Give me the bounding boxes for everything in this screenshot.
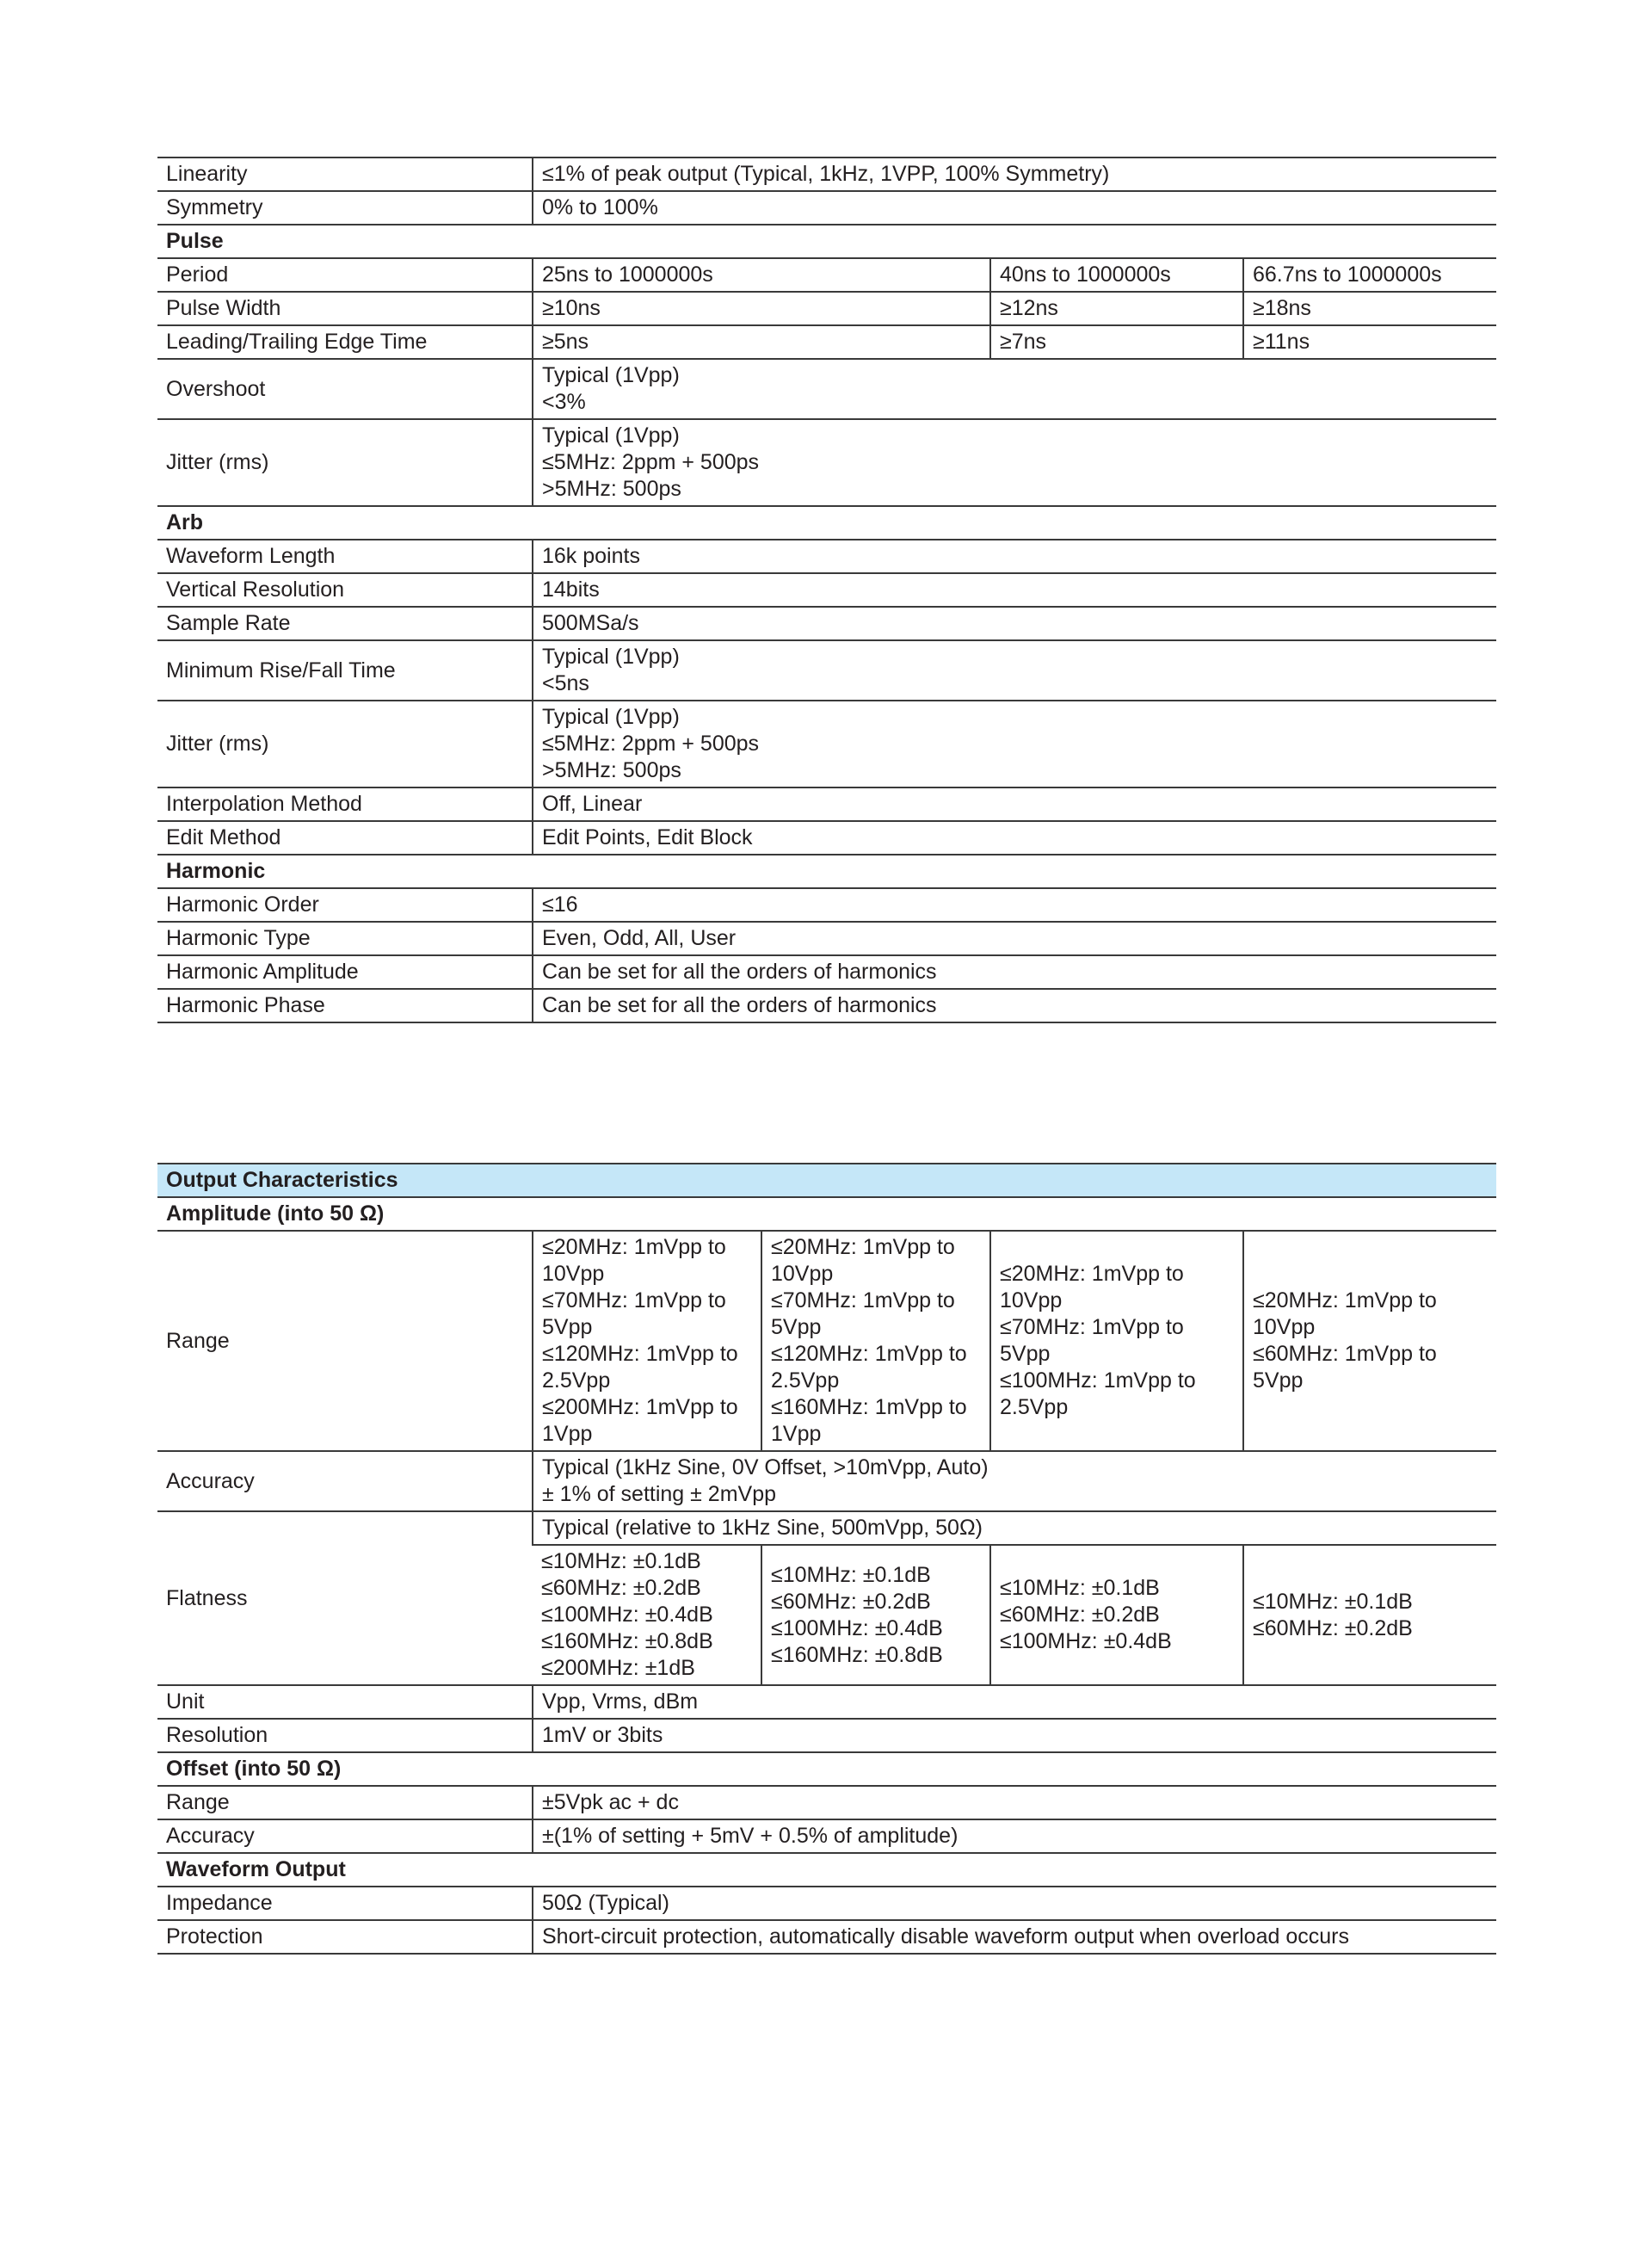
row-label: Range: [157, 1786, 533, 1819]
row-waveform-length: [157, 540, 1496, 573]
row-label: Minimum Rise/Fall Time: [157, 640, 533, 701]
section-title: Waveform Output: [157, 1853, 1496, 1887]
row-label: Harmonic Amplitude: [157, 955, 533, 989]
row-min-rise-fall: [157, 640, 1496, 701]
section-title: Amplitude (into 50 Ω): [157, 1197, 1496, 1231]
row-harmonic-amplitude: [157, 955, 1496, 989]
row-value: ≤10MHz: ±0.1dB ≤60MHz: ±0.2dB ≤100MHz: ±0.4dB: [990, 1545, 1243, 1685]
row-value: Typical (relative to 1kHz Sine, 500mVpp, 50Ω): [533, 1511, 1496, 1545]
row-value: ±(1% of setting + 5mV + 0.5% of amplitude): [533, 1819, 1496, 1853]
row-value: Can be set for all the orders of harmonics: [533, 955, 1496, 989]
row-arb-jitter: [157, 701, 1496, 787]
row-label: Harmonic Type: [157, 922, 533, 955]
row-label: Symmetry: [157, 191, 533, 225]
row-label: Protection: [157, 1920, 533, 1954]
row-label: Waveform Length: [157, 540, 533, 573]
row-label: Flatness: [157, 1511, 533, 1685]
table-header: Output Characteristics: [157, 1164, 1496, 1197]
row-vertical-resolution: [157, 573, 1496, 607]
row-label: Impedance: [157, 1887, 533, 1920]
row-label: Jitter (rms): [157, 419, 533, 506]
spec-table-waveform: [157, 157, 1496, 1023]
row-value: 40ns to 1000000s: [990, 258, 1243, 292]
row-harmonic-order: [157, 888, 1496, 922]
section-title: Arb: [157, 506, 1496, 540]
row-edit-method: [157, 821, 1496, 855]
row-value: ±5Vpk ac + dc: [533, 1786, 1496, 1819]
row-value: 66.7ns to 1000000s: [1243, 258, 1496, 292]
section-title: Offset (into 50 Ω): [157, 1752, 1496, 1786]
row-pulse-width: [157, 292, 1496, 325]
row-harmonic-type: [157, 922, 1496, 955]
row-value: Typical (1Vpp) ≤5MHz: 2ppm + 500ps >5MHz: 500ps: [533, 701, 1496, 787]
row-value: ≤20MHz: 1mVpp to 10Vpp ≤70MHz: 1mVpp to 5Vpp ≤120MHz: 1mVpp to 2.5Vpp ≤160MHz: 1mVpp to 1Vpp: [761, 1231, 990, 1451]
row-value: Short-circuit protection, automatically disable waveform output when overload occurs: [533, 1920, 1496, 1954]
row-value: Typical (1Vpp) <5ns: [533, 640, 1496, 701]
section-offset: [157, 1752, 1496, 1786]
row-label: Sample Rate: [157, 607, 533, 640]
row-value: ≤10MHz: ±0.1dB ≤60MHz: ±0.2dB ≤100MHz: ±0.4dB ≤160MHz: ±0.8dB ≤200MHz: ±1dB: [533, 1545, 761, 1685]
row-label: Unit: [157, 1685, 533, 1719]
row-value: Typical (1Vpp) ≤5MHz: 2ppm + 500ps >5MHz: 500ps: [533, 419, 1496, 506]
row-label: Interpolation Method: [157, 787, 533, 821]
row-value: 50Ω (Typical): [533, 1887, 1496, 1920]
row-unit: [157, 1685, 1496, 1719]
row-edge-time: [157, 325, 1496, 359]
row-value: ≤16: [533, 888, 1496, 922]
row-value: ≥10ns: [533, 292, 990, 325]
row-value: ≥18ns: [1243, 292, 1496, 325]
section-pulse: [157, 225, 1496, 258]
row-offset-accuracy: [157, 1819, 1496, 1853]
row-harmonic-phase: [157, 989, 1496, 1022]
row-label: Edit Method: [157, 821, 533, 855]
row-pulse-jitter: [157, 419, 1496, 506]
row-label: Period: [157, 258, 533, 292]
row-label: Resolution: [157, 1719, 533, 1752]
row-label: Leading/Trailing Edge Time: [157, 325, 533, 359]
row-label: Range: [157, 1231, 533, 1451]
row-offset-range: [157, 1786, 1496, 1819]
row-value: Off, Linear: [533, 787, 1496, 821]
row-value: 500MSa/s: [533, 607, 1496, 640]
row-value: ≤10MHz: ±0.1dB ≤60MHz: ±0.2dB: [1243, 1545, 1496, 1685]
section-title: Harmonic: [157, 855, 1496, 888]
row-value: Can be set for all the orders of harmonics: [533, 989, 1496, 1022]
row-period: [157, 258, 1496, 292]
row-label: Pulse Width: [157, 292, 533, 325]
section-arb: [157, 506, 1496, 540]
row-value: ≤20MHz: 1mVpp to 10Vpp ≤70MHz: 1mVpp to 5Vpp ≤100MHz: 1mVpp to 2.5Vpp: [990, 1231, 1243, 1451]
row-interpolation: [157, 787, 1496, 821]
section-harmonic: [157, 855, 1496, 888]
row-label: Harmonic Order: [157, 888, 533, 922]
row-label: Overshoot: [157, 359, 533, 419]
row-value: 25ns to 1000000s: [533, 258, 990, 292]
row-value: 14bits: [533, 573, 1496, 607]
row-value: 0% to 100%: [533, 191, 1496, 225]
row-value: ≤20MHz: 1mVpp to 10Vpp ≤60MHz: 1mVpp to 5Vpp: [1243, 1231, 1496, 1451]
row-linearity: [157, 157, 1496, 191]
row-flatness-note: [157, 1511, 1496, 1545]
row-label: Accuracy: [157, 1451, 533, 1511]
row-protection: [157, 1920, 1496, 1954]
row-label: Vertical Resolution: [157, 573, 533, 607]
row-value: Vpp, Vrms, dBm: [533, 1685, 1496, 1719]
row-value: Even, Odd, All, User: [533, 922, 1496, 955]
row-value: Typical (1kHz Sine, 0V Offset, >10mVpp, Auto) ± 1% of setting ± 2mVpp: [533, 1451, 1496, 1511]
row-impedance: [157, 1887, 1496, 1920]
spec-table-output: [157, 1163, 1496, 1955]
row-value: ≥7ns: [990, 325, 1243, 359]
row-value: ≤1% of peak output (Typical, 1kHz, 1VPP, 100% Symmetry): [533, 157, 1496, 191]
row-value: 1mV or 3bits: [533, 1719, 1496, 1752]
row-value: Typical (1Vpp) <3%: [533, 359, 1496, 419]
section-output-characteristics: [157, 1164, 1496, 1197]
row-label: Jitter (rms): [157, 701, 533, 787]
section-waveform-output: [157, 1853, 1496, 1887]
section-amplitude: [157, 1197, 1496, 1231]
row-value: 16k points: [533, 540, 1496, 573]
row-sample-rate: [157, 607, 1496, 640]
row-symmetry: [157, 191, 1496, 225]
row-value: ≥12ns: [990, 292, 1243, 325]
row-label: Linearity: [157, 157, 533, 191]
row-amplitude-accuracy: [157, 1451, 1496, 1511]
row-value: Edit Points, Edit Block: [533, 821, 1496, 855]
row-amplitude-range: [157, 1231, 1496, 1451]
row-overshoot: [157, 359, 1496, 419]
row-value: ≥5ns: [533, 325, 990, 359]
row-value: ≤10MHz: ±0.1dB ≤60MHz: ±0.2dB ≤100MHz: ±0.4dB ≤160MHz: ±0.8dB: [761, 1545, 990, 1685]
row-value: ≤20MHz: 1mVpp to 10Vpp ≤70MHz: 1mVpp to 5Vpp ≤120MHz: 1mVpp to 2.5Vpp ≤200MHz: 1mVpp to 1Vpp: [533, 1231, 761, 1451]
row-label: Harmonic Phase: [157, 989, 533, 1022]
row-value: ≥11ns: [1243, 325, 1496, 359]
row-label: Accuracy: [157, 1819, 533, 1853]
row-resolution: [157, 1719, 1496, 1752]
section-title: Pulse: [157, 225, 1496, 258]
